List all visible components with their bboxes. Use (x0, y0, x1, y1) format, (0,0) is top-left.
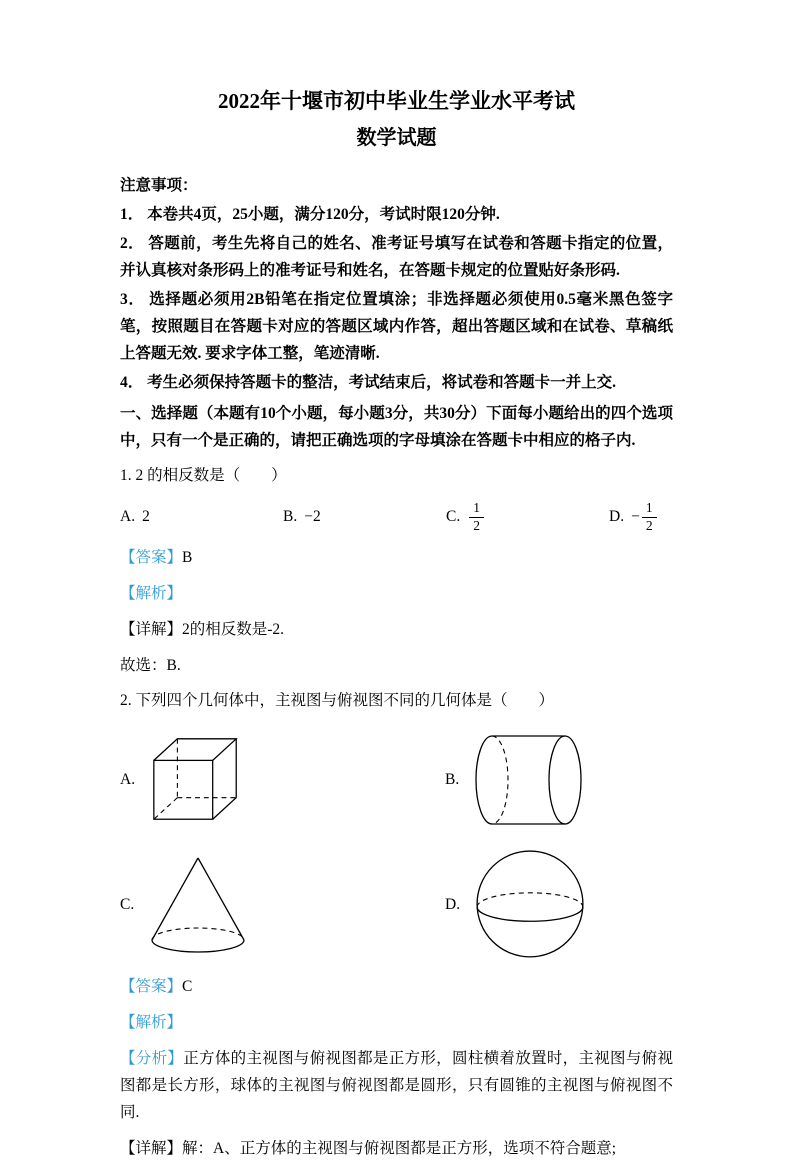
question-1-jiexi-line (120, 580, 673, 607)
figure-row-1 (120, 728, 673, 832)
notice-item-2: 2． 答题前，考生先将自己的姓名、准考证号填写在试卷和答题卡指定的位置，并认真核对条形码上的准考证号和姓名，在答题卡规定的位置贴好条形码. (120, 235, 673, 279)
fraction-numerator: 1 (642, 501, 657, 518)
figure-d-label: D. (445, 896, 461, 913)
cube-figure (146, 732, 248, 828)
notice-item-3: 3． 选择题必须用2B铅笔在指定位置填涂；非选择题必须使用0.5毫米黑色签字笔，按照题目在答题卡对应的答题区域内作答，超出答题区域和在试卷、草稿纸上答题无效. 要求字体工整，笔迹清晰. (120, 291, 673, 362)
question-1-option-a (120, 508, 283, 526)
option-b-value: −2 (304, 508, 321, 525)
question-1-xiangjie-line: 【详解】2的相反数是-2. (120, 621, 285, 638)
jiexi-tag: 【解析】 (120, 585, 183, 602)
option-c-label: C. (446, 508, 461, 525)
answer-value: B (182, 549, 193, 566)
figure-row-2 (120, 846, 673, 964)
figure-option-b (445, 728, 589, 832)
question-1-conclusion: 故选：B. (120, 657, 181, 674)
option-a-value: 2 (142, 508, 150, 525)
cylinder-figure (471, 728, 589, 832)
fraction-denominator: 2 (645, 517, 653, 533)
jiexi-tag: 【解析】 (120, 1014, 183, 1031)
answer-value: C (182, 978, 193, 995)
fraction-numerator: 1 (469, 501, 484, 518)
section-1-heading: 一、选择题（本题有10个小题，每小题3分，共30分）下面每小题给出的四个选项中，只有一个是正确的，请把正确选项的字母填涂在答题卡中相应的格子内. (120, 405, 673, 449)
document-subtitle: 数学试题 (356, 127, 437, 149)
notice-heading: 注意事项： (120, 177, 198, 194)
figure-option-c (120, 854, 445, 956)
figure-option-d (445, 846, 589, 964)
answer-tag: 【答案】 (120, 549, 183, 566)
figure-c-label: C. (120, 896, 135, 913)
question-2-jiexi-line (120, 1009, 673, 1036)
figure-a-label: A. (120, 771, 136, 788)
fraction-denominator: 2 (473, 517, 480, 533)
question-1-option-b (283, 508, 446, 526)
option-a-label: A. (120, 508, 136, 525)
fenxi-text: 正方体的主视图与俯视图都是正方形，圆柱横着放置时，主视图与俯视图都是长方形，球体的主视图与俯视图都是圆形，只有圆锥的主视图与俯视图不同. (120, 1050, 673, 1121)
question-1-option-c (446, 501, 609, 534)
option-d-label: D. (609, 508, 625, 525)
question-2-xiangjie-line: 【详解】解：A、正方体的主视图与俯视图都是正方形，选项不符合题意; (120, 1140, 617, 1157)
option-c-fraction (469, 501, 484, 534)
sphere-figure (471, 846, 589, 964)
option-b-label: B. (283, 508, 298, 525)
document-title: 2022年十堰市初中毕业生学业水平考试 (218, 89, 575, 113)
notice-item-4: 4． 考生必须保持答题卡的整洁，考试结束后，将试卷和答题卡一并上交. (120, 374, 617, 391)
question-2-answer-line (120, 973, 673, 1000)
figure-b-label: B. (445, 771, 460, 788)
fenxi-tag: 【分析】 (120, 1050, 184, 1067)
question-2-text: 2. 下列四个几何体中，主视图与俯视图不同的几何体是（ ） (120, 692, 555, 709)
figure-option-a (120, 732, 445, 828)
option-d-sign: − (631, 508, 640, 525)
question-1-answer-line (120, 544, 673, 571)
question-1-option-d (609, 501, 657, 534)
question-1-text: 1. 2 的相反数是（ ） (120, 467, 287, 484)
question-2-figures (120, 728, 673, 964)
answer-tag: 【答案】 (120, 978, 183, 995)
cone-figure (146, 854, 250, 956)
question-2-fenxi-line (120, 1045, 673, 1126)
question-1-options (120, 499, 673, 535)
notice-item-1: 1． 本卷共4页，25小题，满分120分，考试时限120分钟. (120, 206, 500, 223)
option-d-fraction (642, 501, 657, 534)
